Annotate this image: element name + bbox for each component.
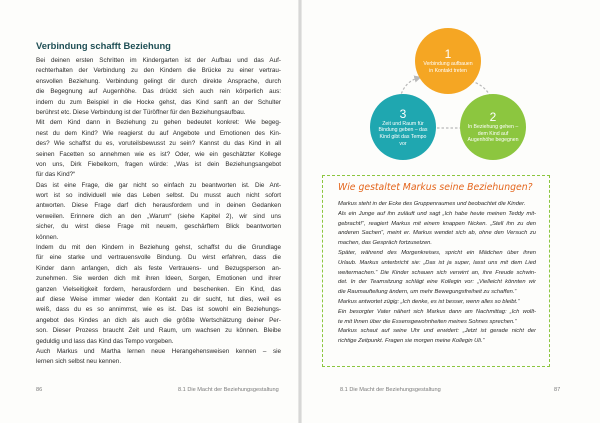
running-footer-left: 8.1 Die Macht der Beziehungsgestaltung	[178, 387, 279, 393]
text-line: weiß, dass du es so annimmst, wie es ist. Das ist sowohl ein Beziehungs-	[36, 306, 281, 314]
cycle-node-1	[415, 28, 481, 94]
text-line: anderen Sachen“, meint er. Markus wendet sich ab, ohne den Versuch zu	[338, 230, 536, 237]
text-line: des? Wie schaffst du es, voruteilsbewusst zu sein? Kannst du das Kind in all	[36, 140, 281, 148]
text-line: nest du dem Kind? Wie reagierst du auf Angebote und Emotionen des Kin-	[36, 129, 281, 137]
text-line: Markus schaut auf seine Uhr und erwidert: „Jetzt ist gerade nicht der	[338, 328, 536, 335]
page-number-left: 86	[36, 387, 43, 393]
text-line: von uns, Dirk Fiebelkorn, fragen würde: „Was ist dein Beziehungsangebot	[36, 160, 281, 168]
cycle-node-3-text: Zeit und Raum für Bindung geben – das Kind gibt das Tempo vor	[378, 120, 428, 147]
text-line: machen, das Gespräch fortzusetzen.	[338, 240, 432, 247]
text-line: lernen sich selbst neu kennen.	[36, 358, 122, 366]
cycle-node-1-text: Verbindung aufbauen in Kontakt treten	[423, 61, 473, 74]
cycle-node-3	[370, 94, 436, 160]
text-line: Markus antwortet zügig: „Ich denke, es ist besser, wenn alles so bleibt.“	[338, 298, 520, 305]
text-line: Mit dem Kind dann in Beziehung zu gehen bedeutet konkret: Wie begeg-	[36, 119, 281, 127]
text-line: Als ein Junge auf ihn zuläuft und sagt „Ich habe heute meinen Teddy mit-	[338, 210, 536, 217]
text-line: Ein besorgter Vater nähert sich Markus dann am Nachmittag: „Ich wollt-	[338, 308, 536, 315]
cycle-node-1-number: 1	[444, 47, 452, 62]
text-line: auf diese Weise immer wieder den Kontakt zu dir sucht, tut dies, weil es	[36, 295, 281, 303]
text-line: sicher, du wirst diese Frage mit neuem, geschärftem Blick beantworten	[36, 223, 281, 231]
text-line: berührst etc. Diese Verbindung ist der Türöffner für den Beziehungsaufbau.	[36, 108, 246, 116]
cycle-node-3-number: 3	[399, 106, 407, 121]
text-line: Das ist eine Frage, die gar nicht so einfach zu beantworten ist. Die Ant-	[36, 181, 281, 189]
case-example-title: Wie gestaltet Markus seine Beziehungen?	[338, 182, 533, 193]
text-line: die Raumaufteilung ändern, um mehr Bewegungsfreiheit zu schaffen.“	[338, 289, 517, 296]
text-line: Bei deinen ersten Schritten im Kindergarten ist der Aufbau und das Auf-	[36, 57, 281, 64]
text-line: richtige Zeitpunkt. Fragen sie morgen meine Kollegin Uli.“	[338, 338, 485, 345]
text-line: det. In der Teamsitzung schlägt eine Kollegin vor: „Vielleicht könnten wir	[338, 279, 536, 286]
text-line: son. Dieser Prozess braucht Zeit und Raum, um wachsen zu können. Bleibe	[36, 327, 281, 335]
text-line: seinen Facetten so annehmen wie es ist? Oder, wie ein geschätzter Kollege	[36, 150, 281, 158]
text-line: te mit Ihnen über die Essensgewohnheiten meines Sohnes sprechen.“	[338, 318, 517, 325]
text-line: Kinder dann anfangen, dich als feste Vertrauens- und Bezugsperson an-	[36, 264, 281, 272]
text-line: für das Kind?“	[36, 171, 76, 179]
text-line: ganzen Vielseitigkeit fordern, herausfordern und beschenken. Ein Kind, das	[36, 285, 281, 293]
text-line: die Begegnung auf Augenhöhe. Das drückt sich auch rein körperlich aus:	[36, 88, 281, 96]
text-line: antworten. Diese Frage darf dich herausfordern und in deinen Gedanken	[36, 202, 281, 210]
text-line: können.	[36, 233, 59, 241]
text-line: indem du zum Beispiel in die Hocke gehst, das Kind sanft an der Schulter	[36, 98, 281, 106]
cycle-node-2-text: In Beziehung gehen – dem Kind auf Augenhöhe begegnen	[467, 124, 519, 144]
cycle-node-2-number: 2	[489, 110, 497, 125]
text-line: für eine starke und vertrauensvolle Bindung. Du wirst erfahren, dass die	[36, 254, 281, 262]
text-line: rechterhalten der Verbindung zu den Kindern die Brücke zu einer vertrau-	[36, 67, 281, 75]
text-line: angebot des Kindes an dich als auch die größte Wertschätzung deiner Per-	[36, 316, 281, 324]
text-line: verweilen. Erinnere dich an den „Warum“ (siehe Kapitel 2), wir sind uns	[36, 212, 281, 220]
section-heading: Verbindung schafft Beziehung	[36, 40, 171, 51]
cycle-node-2	[460, 94, 526, 160]
case-example-text	[338, 200, 536, 347]
text-line: ensvollen Beziehung. Verbindung gelingt dir durch direkte Ansprache, durch	[36, 77, 281, 85]
text-line: Urlaub. Markus unterbricht sie: „Das ist ja super, lasst uns mit dem Lied	[338, 259, 536, 266]
text-line: zunehmen. Sie werden dich mit ihren Ideen, Sorgen, Emotionen und ihrer	[36, 275, 281, 283]
text-line: gebracht!“, reagiert Markus mit einem knappen Nicken. „Stell ihn zu den	[338, 220, 536, 227]
text-line: geduldig und lass das Kind das Tempo vorgeben.	[36, 337, 174, 345]
running-footer-right: 8.1 Die Macht der Beziehungsgestaltung	[340, 387, 441, 393]
text-line: Markus steht in der Ecke des Gruppenraumes und beobachtet die Kinder.	[338, 201, 526, 207]
text-line: weitermachen.“ Die Kinder schauen sich verwirrt an, ihre Freude schwin-	[338, 269, 536, 276]
text-line: Später, während des Morgenkreises, spricht ein Mädchen über ihren	[338, 249, 536, 256]
text-line: Auch Markus und Martha lernen neue Herangehensweisen kennen – sie	[36, 347, 281, 355]
text-line: Indem du mit den Kindern in Beziehung gehst, schaffst du die Grundlage	[36, 244, 281, 252]
text-line: wort ist so individuell wie das Leben selbst. Du musst auch nicht sofort	[36, 192, 281, 200]
page-number-right: 87	[554, 387, 561, 393]
